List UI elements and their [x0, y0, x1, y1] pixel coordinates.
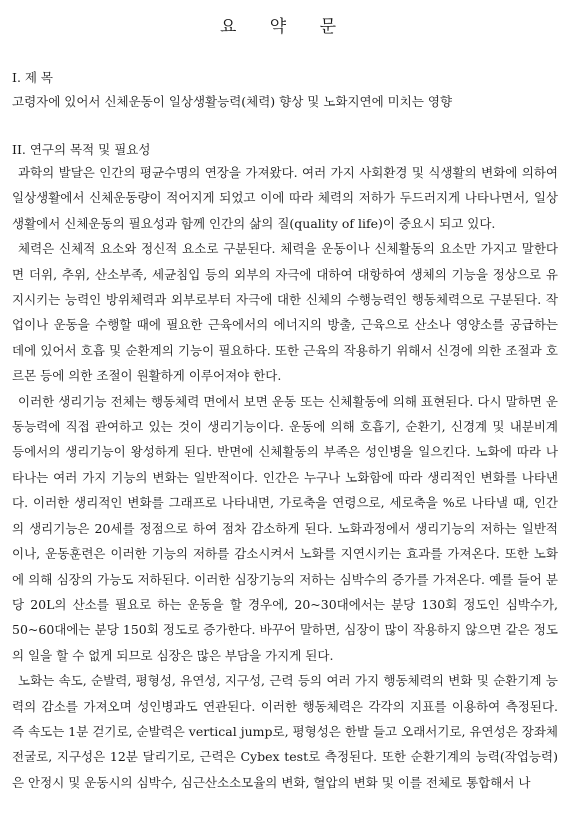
section-heading-purpose: II. 연구의 목적 및 필요성	[12, 142, 151, 157]
paragraph-1: 과학의 발달은 인간의 평균수명의 연장을 가져왔다. 여러 가지 사회환경 및 식생활의 변화에 의하여 일상생활에서 신체운동량이 적어지게 되었고 이에 따라 체력의 저하가 두드러지게 나타나면서, 일상생활에서 신체운동의 필요성과 함께 인간의 삶의 질(quality of life)이 중요시 되고 있다.	[12, 165, 558, 231]
paragraph-3: 이러한 생리기능 전체는 행동체력 면에서 보면 운동 또는 신체활동에 의해 표현된다. 다시 말하면 운동능력에 직접 관여하고 있는 것이 생리기능이다. 운동에 의해 호흡기, 순환기, 신경계 및 내분비계 등에서의 생리기능이 왕성하게 된다. 반면에 신체활동의 부족은 성인병을 일으킨다. 노화에 따라 나타나는 여러 가지 기능의 변화는 일반적이다. 인간은 누구나 노화함에 따라 생리적인 변화를 나타낸다. 이러한 생리적인 변화를 그래프로 나타내면, 가로축을 연령으로, 세로축을 %로 나타낼 때, 인간의 생리기능은 20세를 정점으로 하여 점차 감소하게 된다. 노화과정에서 생리기능의 저하는 일반적이나, 운동훈련은 이러한 기능의 저하를 감소시켜서 노화를 지연시키는 효과를 가져온다. 또한 노화에 의해 심장의 가능도 저하된다. 이러한 심장기능의 저하는 심박수의 증가를 가져온다. 예를 들어 분당 20L의 산소를 필요로 하는 운동을 할 경우에, 20~30대에서는 분당 130회 정도인 심박수가, 50~60대에는 분당 150회 정도로 증가한다. 바꾸어 말하면, 심장이 많이 작용하지 않으면 같은 정도의 일을 할 수 없게 되므로 심장은 많은 부담을 가지게 된다.	[12, 393, 558, 663]
paragraph-2: 체력은 신체적 요소와 정신적 요소로 구분된다. 체력을 운동이나 신체활동의 요소만 가지고 말한다면 더위, 추위, 산소부족, 세균침입 등의 외부의 자극에 대하여 대항하여 생체의 기능을 정상으로 유지시키는 능력인 방위체력과 외부로부터 자극에 대한 신체의 수행능력인 행동체력으로 구분된다. 작업이나 운동을 수행할 때에 필요한 근육에서의 에너지의 방출, 근육으로 산소나 영양소를 공급하는 데에 있어서 호흡 및 순환계의 기능이 필요하다. 또한 근육의 작용하기 위해서 신경에 의한 조절과 호르몬 등에 의한 조절이 원활하게 이루어져야 한다.	[12, 241, 558, 384]
document-title: 요 약 문	[219, 17, 351, 37]
subject-text: 고령자에 있어서 신체운동이 일상생활능력(체력) 향상 및 노화지연에 미치는 영향	[12, 94, 453, 109]
paragraph-4: 노화는 속도, 순발력, 평형성, 유연성, 지구성, 근력 등의 여러 가지 행동체력의 변화 및 순환기계 능력의 감소를 가져오며 성인병과도 연관된다. 이러한 행동체력은 각각의 지표를 이용하여 측정된다. 즉 속도는 1분 걷기로, 순발력은 vertical jump로, 평형성은 한발 들고 오래서기로, 유연성은 장좌체 전굴로, 지구성은 12분 달리기로, 근력은 Cybex test로 측정된다. 또한 순환기계의 능력(작업능력)은 안정시 및 운동시의 심박수, 심근산소소모율의 변화, 혈압의 변화 및 이를 전체로 통합해서 나	[12, 673, 558, 790]
section-heading-subject: I. 제 목	[12, 70, 54, 85]
